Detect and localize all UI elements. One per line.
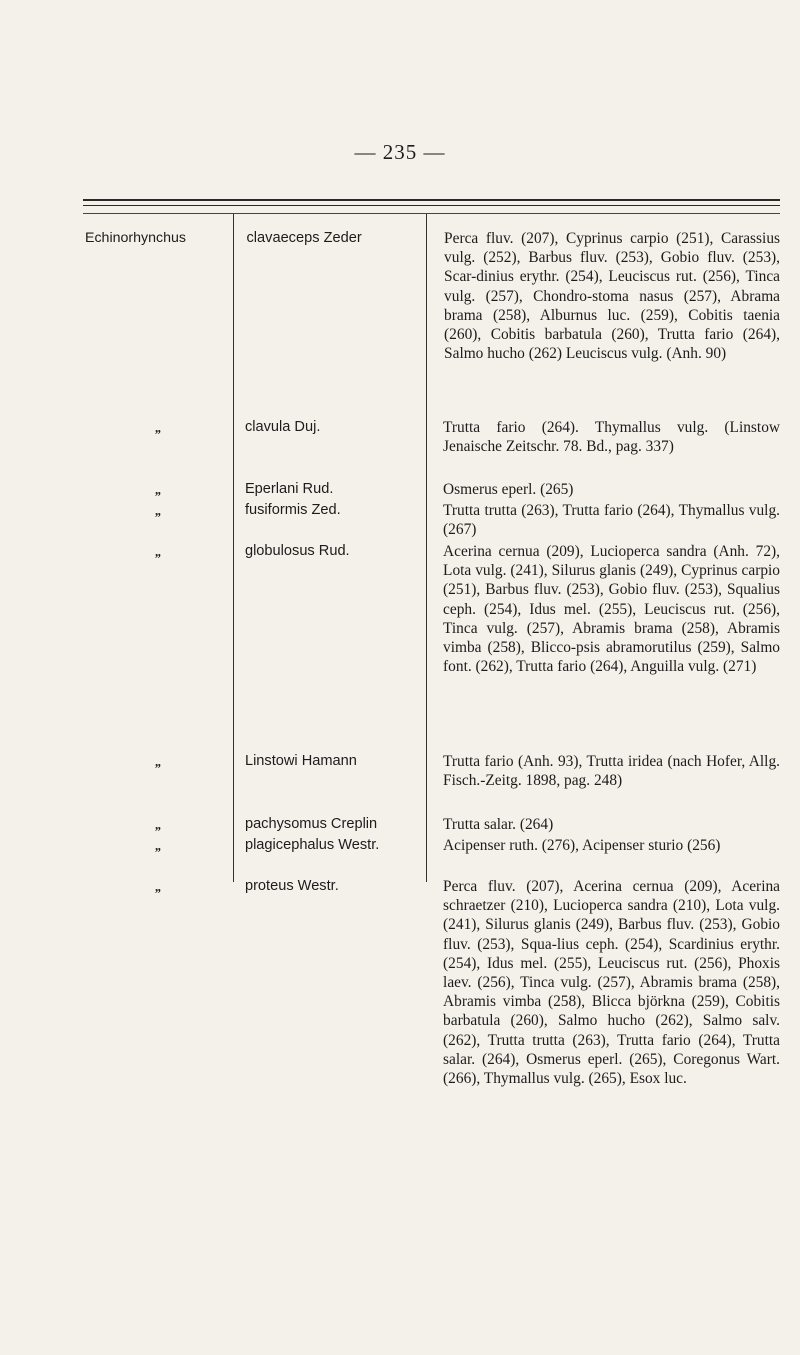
table-header-rule (83, 213, 780, 214)
table-row (83, 877, 780, 1117)
genus-ditto-mark: „ (155, 482, 162, 497)
table-top-double-rule (83, 199, 780, 206)
table-row (83, 229, 780, 418)
parasite-host-table (83, 229, 780, 1117)
species-cell: fusiformis Zed. (244, 502, 341, 518)
species-cell: plagicephalus Westr. (244, 837, 380, 853)
genus-ditto-mark: „ (155, 817, 162, 832)
page-number: — 235 — (354, 140, 446, 164)
genus-ditto-mark: „ (155, 503, 162, 518)
table-row (83, 501, 780, 542)
genus-ditto-mark: „ (155, 879, 162, 894)
species-cell: Linstowi Hamann (244, 753, 357, 769)
table-row (83, 418, 780, 480)
species-cell: proteus Westr. (244, 878, 339, 894)
species-cell: globulosus Rud. (244, 543, 350, 559)
table-row (83, 542, 780, 752)
species-cell: clavaeceps Zeder (246, 230, 362, 246)
genus-ditto-mark: „ (155, 838, 162, 853)
hosts-cell: Trutta fario (264). Thymallus vulg. (Linstow Jenaische Zeitschr. 78. Bd., pag. 337) (443, 419, 780, 456)
species-cell: clavula Duj. (244, 419, 321, 435)
hosts-cell: Perca fluv. (207), Acerina cernua (209), Acerina schraetzer (210), Lucioperca sandra (210), Lota vulg. (241), Silurus glanis (249), Barbus fluv. (253), Gobio fluv. (253), Squa-lius ceph. (254), Scardinius erythr. (254), Idus mel. (255), Leuciscus rut. (256), Phoxis laev. (256), Tinca vulg. (257), Abramis brama (258), Abramis vimba (258), Blicca björkna (259), Cobitis barbatula (260), Salmo hucho (262), Salmo salv. (262), Trutta trutta (263), Trutta fario (264), Trutta salar. (264), Osmerus eperl. (265), Coregonus Wart. (266), Thymallus vulg. (265), Esox luc. (443, 878, 780, 1088)
hosts-cell: Acipenser ruth. (276), Acipenser sturio (256) (443, 837, 721, 854)
genus-ditto-mark: „ (155, 420, 162, 435)
genus-cell: Echinorhynchus (85, 230, 186, 246)
hosts-cell: Trutta salar. (264) (443, 816, 554, 833)
species-cell: pachysomus Creplin (244, 816, 378, 832)
hosts-cell: Acerina cernua (209), Lucioperca sandra (Anh. 72), Lota vulg. (241), Silurus glanis (249), Cyprinus carpio (251), Barbus fluv. (253), Gobio fluv. (253), Squalius ceph. (254), Idus mel. (255), Leuciscus rut. (256), Tinca vulg. (257), Abramis brama (258), Abramis vimba (258), Blicco-psis abramorutilus (259), Salmo font. (262), Trutta fario (264), Anguilla vulg. (271) (443, 543, 780, 676)
species-cell: Eperlani Rud. (244, 481, 334, 497)
genus-ditto-mark: „ (155, 544, 162, 559)
table-row (83, 480, 780, 501)
hosts-cell: Trutta fario (Anh. 93), Trutta iridea (nach Hofer, Allg. Fisch.-Zeitg. 1898, pag. 248) (443, 753, 780, 790)
genus-ditto-mark: „ (155, 754, 162, 769)
hosts-cell: Trutta trutta (263), Trutta fario (264), Thymallus vulg. (267) (443, 502, 780, 539)
table-row (83, 836, 780, 877)
table-row (83, 815, 780, 836)
hosts-cell: Osmerus eperl. (265) (443, 481, 574, 498)
table-row (83, 752, 780, 815)
hosts-cell: Perca fluv. (207), Cyprinus carpio (251), Carassius vulg. (252), Barbus fluv. (253), Gobio fluv. (253), Scar-dinius erythr. (254), Leuciscus rut. (256), Tinca vulg. (257), Chondro-stoma nasus (257), Abrama brama (258), Alburnus luc. (259), Cobitis taenia (260), Cobitis barbatula (260), Trutta fario (264), Salmo hucho (262) Leuciscus vulg. (Anh. 90) (444, 230, 780, 363)
